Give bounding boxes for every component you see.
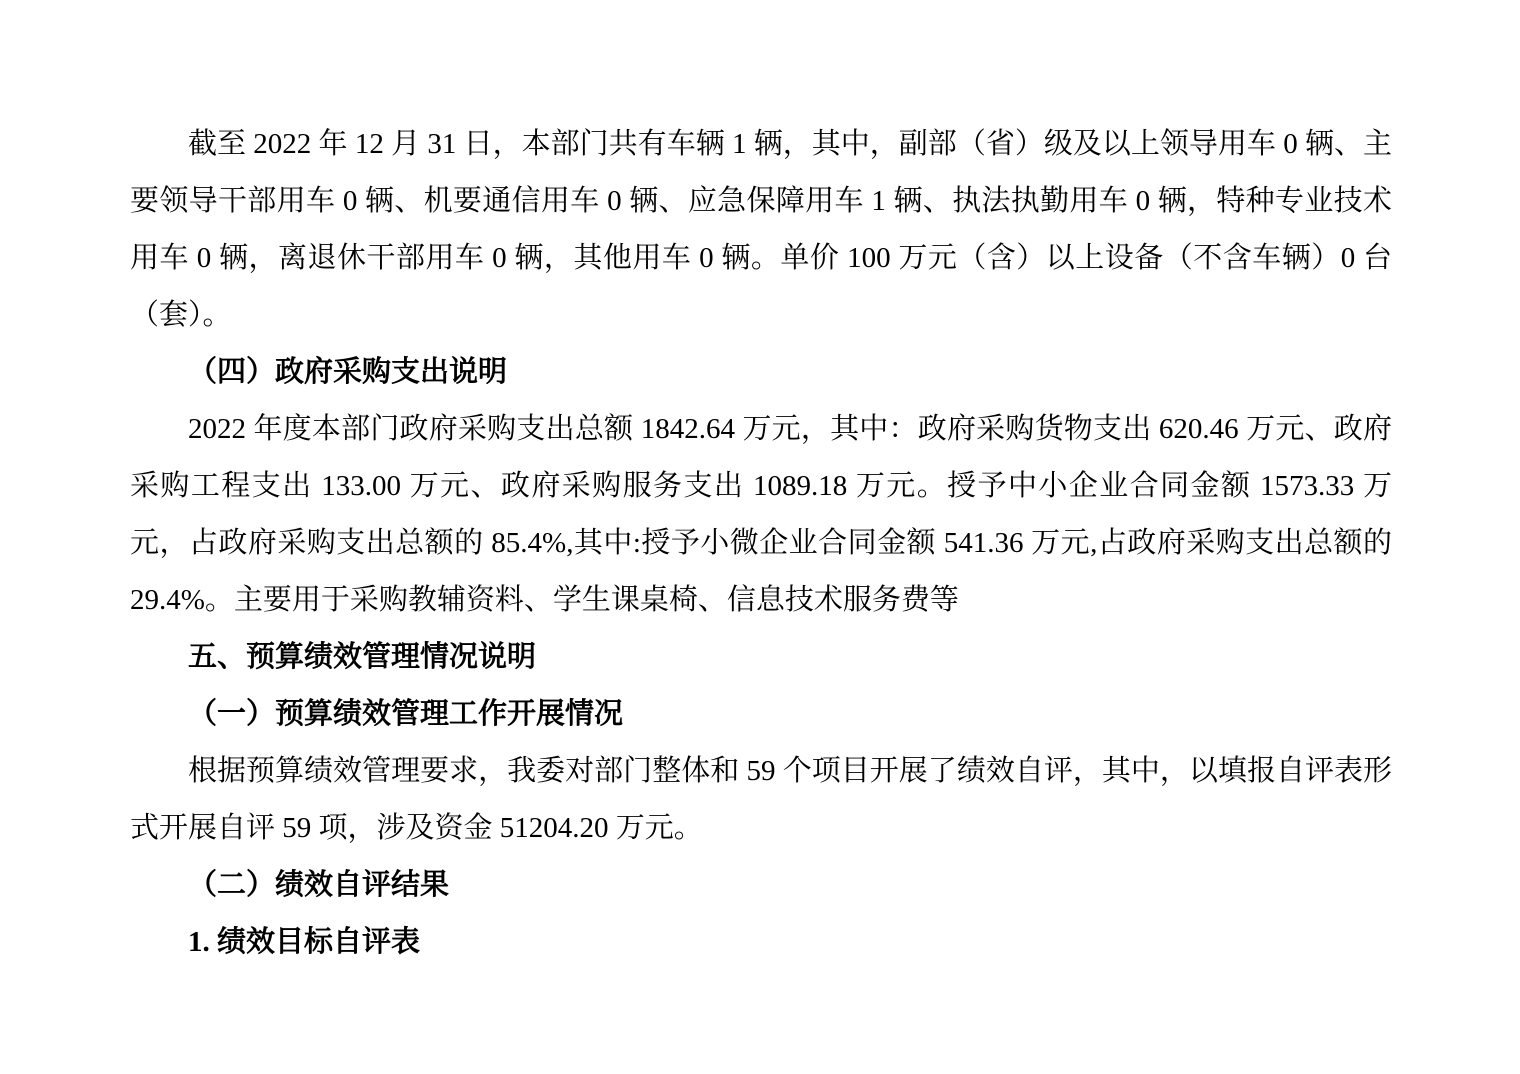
heading-section-1-performance-work: （一）预算绩效管理工作开展情况 [188, 698, 624, 730]
paragraph-vehicle-summary: 截至 2022 年 12 月 31 日，本部门共有车辆 1 辆，其中，副部（省）级及以上领导用车 0 辆、主要领导干部用车 0 辆、机要通信用车 0 辆、应急保障用车 1 辆、执法执勤用车 0 辆，特种专业技术用车 0 辆，离退休干部用车 0 辆，其他用车 0 辆。单价 100 万元（含）以上设备（不含车辆）0 台（套）。 [130, 128, 1392, 331]
heading-section-4-procurement: （四）政府采购支出说明 [188, 356, 508, 388]
heading-section-2-self-evaluation-results: （二）绩效自评结果 [188, 869, 450, 901]
paragraph-self-evaluation: 根据预算绩效管理要求，我委对部门整体和 59 个项目开展了绩效自评，其中，以填报自评表形式开展自评 59 项，涉及资金 51204.20 万元。 [130, 755, 1392, 844]
paragraph-procurement-spending: 2022 年度本部门政府采购支出总额 1842.64 万元，其中：政府采购货物支出 620.46 万元、政府采购工程支出 133.00 万元、政府采购服务支出 1089.18 万元。授予中小企业合同金额 1573.33 万元，占政府采购支出总额的 85.4%,其中:授予小微企业合同金额 541.36 万元,占政府采购支出总额的 29.4%。主要用于采购教辅资料、学生课桌椅、信息技术服务费等 [130, 413, 1392, 616]
heading-performance-target-table: 1. 绩效目标自评表 [188, 926, 421, 958]
heading-chapter-5-budget-performance: 五、预算绩效管理情况说明 [188, 641, 537, 673]
